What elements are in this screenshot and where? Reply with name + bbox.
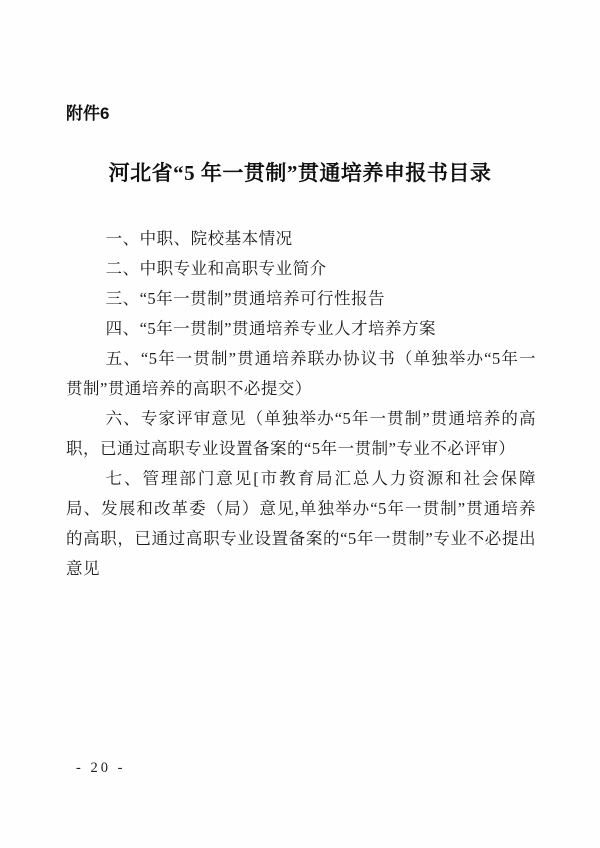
toc-item-4: 四、“5年一贯制”贯通培养专业人才培养方案 (105, 319, 436, 338)
page-number: - 20 - (76, 760, 126, 776)
toc-item-2: 二、中职专业和高职专业简介 (105, 259, 327, 278)
attachment-label: 附件6 (66, 104, 110, 123)
toc-item-6: 六、专家评审意见（单独举办“5年一贯制”贯通培养的高职，已通过高职专业设置备案的“5年一贯制”专业不必评审） (66, 409, 536, 458)
toc-list (66, 224, 536, 584)
toc-item-1: 一、中职、院校基本情况 (105, 229, 293, 248)
document-title: 河北省“5 年一贯制”贯通培养申报书目录 (108, 161, 492, 185)
toc-item-7: 七、管理部门意见[市教育局汇总人力资源和社会保障局、发展和改革委（局）意见,单独举办“5年一贯制”贯通培养的高职，已通过高职专业设置备案的“5年一贯制”专业不必提出意见 (66, 469, 536, 578)
toc-item-3: 三、“5年一贯制”贯通培养可行性报告 (105, 289, 385, 308)
toc-item-5: 五、“5年一贯制”贯通培养联办协议书（单独举办“5年一贯制”贯通培养的高职不必提交） (66, 349, 536, 398)
